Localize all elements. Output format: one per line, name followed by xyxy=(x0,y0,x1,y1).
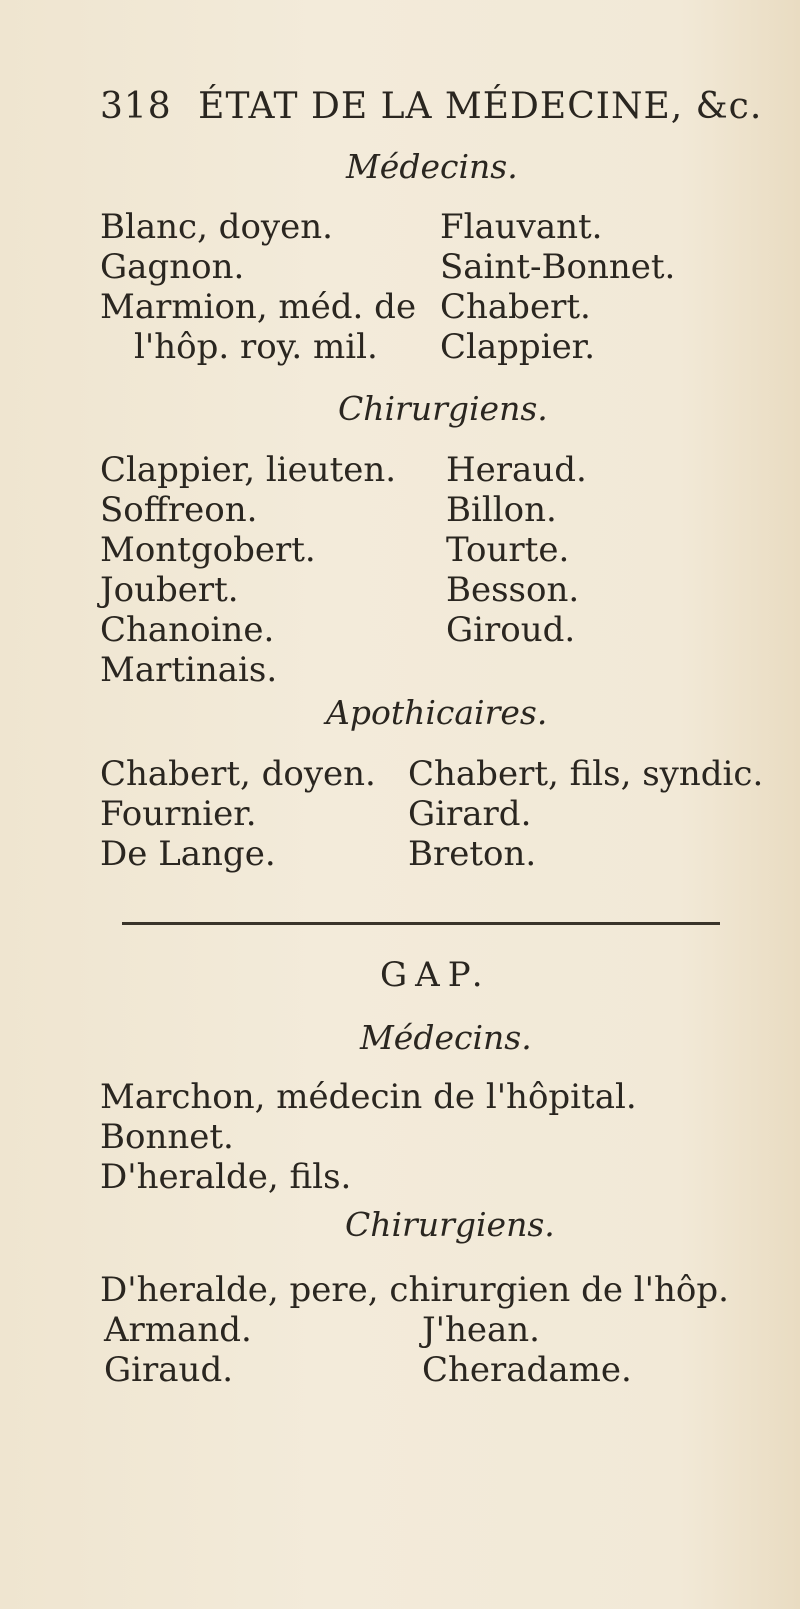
city-heading: GAP. xyxy=(380,955,491,995)
section-heading-medecins: Médecins. xyxy=(346,147,518,186)
list-item: Tourte. xyxy=(446,530,570,570)
running-header xyxy=(100,86,762,127)
list-item: Marchon, médecin de l'hôpital. xyxy=(100,1077,637,1117)
list-item: Giraud. xyxy=(104,1350,234,1390)
list-item: Chabert, fils, syndic. xyxy=(408,754,764,794)
list-item: Marmion, méd. de xyxy=(100,287,417,327)
list-item: Chabert. xyxy=(440,287,591,327)
gap-medecins-list xyxy=(100,1077,637,1197)
chirurgiens-right-column xyxy=(446,450,587,650)
list-item: Heraud. xyxy=(446,450,587,490)
list-item: Clappier. xyxy=(440,327,596,367)
page-number: 318 xyxy=(100,86,172,127)
gap-chirurgien-full-line: D'heralde, pere, chirurgien de l'hôp. xyxy=(100,1270,729,1310)
section-heading-apothicaires: Apothicaires. xyxy=(326,693,548,732)
list-item: Billon. xyxy=(446,490,557,530)
running-title-suffix: , &c. xyxy=(670,86,763,127)
list-item: Saint-Bonnet. xyxy=(440,247,676,287)
apothicaires-left-column xyxy=(100,754,376,874)
section-heading-chirurgiens: Chirurgiens. xyxy=(338,389,548,428)
chirurgiens-left-column xyxy=(100,450,396,690)
list-item: Girard. xyxy=(408,794,532,834)
section-divider xyxy=(122,922,720,925)
running-title: ÉTAT DE LA MÉDECINE xyxy=(198,86,671,127)
list-item: Blanc, doyen. xyxy=(100,207,333,247)
list-item: Giroud. xyxy=(446,610,576,650)
list-item: Martinais. xyxy=(100,650,278,690)
list-item: Clappier, lieuten. xyxy=(100,450,397,490)
medecins-left-column xyxy=(100,207,416,367)
list-item: Bonnet. xyxy=(100,1117,234,1157)
medecins-right-column xyxy=(440,207,675,367)
list-item: J'hean. xyxy=(422,1310,540,1350)
list-item: De Lange. xyxy=(100,834,276,874)
list-item: Besson. xyxy=(446,570,580,610)
section-heading-chirurgiens: Chirurgiens. xyxy=(345,1205,555,1244)
list-item: Fournier. xyxy=(100,794,257,834)
list-item: Montgobert. xyxy=(100,530,316,570)
gap-chirurgiens-left-column xyxy=(104,1310,252,1390)
list-item: Soffreon. xyxy=(100,490,258,530)
list-item: Gagnon. xyxy=(100,247,245,287)
list-item: l'hôp. roy. mil. xyxy=(134,327,378,367)
list-item: Cheradame. xyxy=(422,1350,632,1390)
list-item: Joubert. xyxy=(100,570,239,610)
list-item: D'heralde, fils. xyxy=(100,1157,352,1197)
section-heading-medecins: Médecins. xyxy=(360,1018,532,1057)
list-item: Flauvant. xyxy=(440,207,603,247)
apothicaires-right-column xyxy=(408,754,763,874)
gap-chirurgiens-right-column xyxy=(422,1310,632,1390)
list-item: Breton. xyxy=(408,834,537,874)
list-item: Chanoine. xyxy=(100,610,275,650)
list-item: Chabert, doyen. xyxy=(100,754,376,794)
list-item: Armand. xyxy=(104,1310,252,1350)
